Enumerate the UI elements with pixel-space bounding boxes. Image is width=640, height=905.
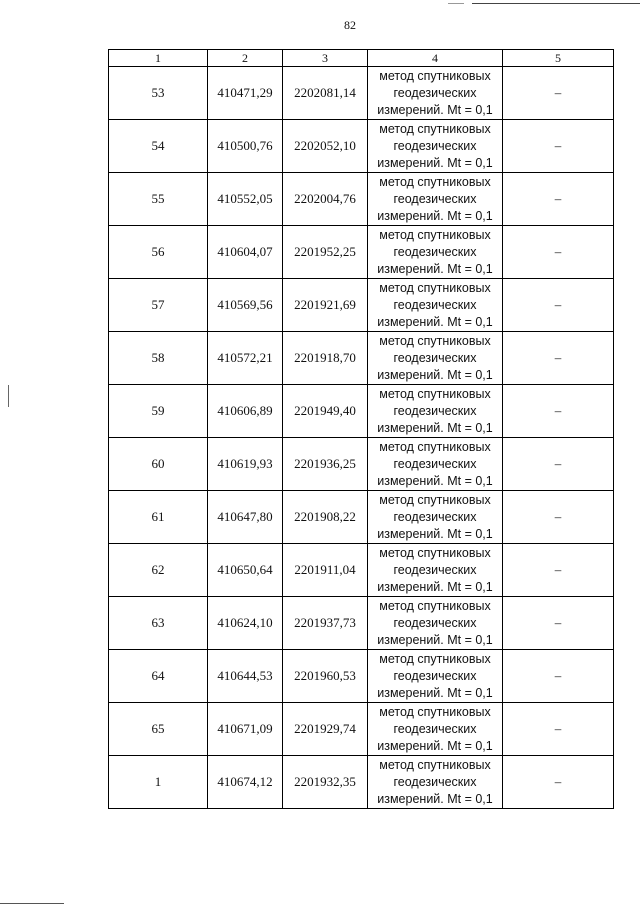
note-cell: – [503,173,614,226]
method-line: измерений. Mt = 0,1 [377,685,493,700]
method-line: геодезических [393,668,477,683]
note-cell: – [503,279,614,332]
table-row [109,544,614,597]
method-line: геодезических [393,456,477,471]
table-row [109,756,614,809]
note-cell: – [503,438,614,491]
note-cell: – [503,332,614,385]
bottom-rule [0,903,64,904]
method-line: метод спутниковых [379,545,491,560]
method-line: измерений. Mt = 0,1 [377,738,493,753]
x-coordinate-cell: 410644,53 [208,650,283,703]
method-cell [368,173,503,226]
header-cell-2: 2 [208,50,283,67]
x-coordinate-cell: 410674,12 [208,756,283,809]
table-row [109,703,614,756]
method-line: метод спутниковых [379,598,491,613]
method-line: геодезических [393,721,477,736]
method-cell [368,226,503,279]
method-line: геодезических [393,562,477,577]
y-coordinate-cell: 2201932,35 [283,756,368,809]
point-number-cell: 1 [109,756,208,809]
x-coordinate-cell: 410647,80 [208,491,283,544]
header-cell-1: 1 [109,50,208,67]
top-rule-short [448,3,464,4]
method-line: измерений. Mt = 0,1 [377,155,493,170]
header-cell-4: 4 [368,50,503,67]
point-number-cell: 62 [109,544,208,597]
method-line: метод спутниковых [379,333,491,348]
method-line: измерений. Mt = 0,1 [377,102,493,117]
method-line: геодезических [393,297,477,312]
note-cell: – [503,67,614,120]
method-line: измерений. Mt = 0,1 [377,632,493,647]
note-cell: – [503,703,614,756]
method-line: метод спутниковых [379,68,491,83]
method-line: геодезических [393,509,477,524]
method-line: метод спутниковых [379,492,491,507]
margin-mark [8,385,9,407]
method-line: метод спутниковых [379,386,491,401]
x-coordinate-cell: 410606,89 [208,385,283,438]
point-number-cell: 61 [109,491,208,544]
method-line: геодезических [393,350,477,365]
method-cell [368,597,503,650]
method-cell [368,438,503,491]
note-cell: – [503,226,614,279]
table-row [109,279,614,332]
y-coordinate-cell: 2202004,76 [283,173,368,226]
y-coordinate-cell: 2201936,25 [283,438,368,491]
method-line: геодезических [393,138,477,153]
method-line: геодезических [393,774,477,789]
table-header-row [109,50,614,67]
method-line: измерений. Mt = 0,1 [377,367,493,382]
y-coordinate-cell: 2201937,73 [283,597,368,650]
method-cell [368,279,503,332]
table-row [109,491,614,544]
y-coordinate-cell: 2201949,40 [283,385,368,438]
x-coordinate-cell: 410500,76 [208,120,283,173]
method-line: метод спутниковых [379,439,491,454]
y-coordinate-cell: 2201908,22 [283,491,368,544]
table-row [109,120,614,173]
x-coordinate-cell: 410624,10 [208,597,283,650]
note-cell: – [503,385,614,438]
x-coordinate-cell: 410569,56 [208,279,283,332]
method-cell [368,491,503,544]
note-cell: – [503,491,614,544]
x-coordinate-cell: 410471,29 [208,67,283,120]
method-line: метод спутниковых [379,174,491,189]
method-line: геодезических [393,615,477,630]
y-coordinate-cell: 2201918,70 [283,332,368,385]
x-coordinate-cell: 410604,07 [208,226,283,279]
table-row [109,438,614,491]
method-cell [368,703,503,756]
method-line: геодезических [393,244,477,259]
method-line: метод спутниковых [379,227,491,242]
point-number-cell: 60 [109,438,208,491]
method-line: измерений. Mt = 0,1 [377,526,493,541]
x-coordinate-cell: 410650,64 [208,544,283,597]
method-line: измерений. Mt = 0,1 [377,208,493,223]
y-coordinate-cell: 2201952,25 [283,226,368,279]
method-cell [368,332,503,385]
y-coordinate-cell: 2201960,53 [283,650,368,703]
point-number-cell: 53 [109,67,208,120]
x-coordinate-cell: 410619,93 [208,438,283,491]
point-number-cell: 55 [109,173,208,226]
method-cell [368,67,503,120]
table-row [109,385,614,438]
method-line: измерений. Mt = 0,1 [377,579,493,594]
method-cell [368,120,503,173]
x-coordinate-cell: 410572,21 [208,332,283,385]
method-cell [368,544,503,597]
point-number-cell: 59 [109,385,208,438]
point-number-cell: 65 [109,703,208,756]
point-number-cell: 63 [109,597,208,650]
note-cell: – [503,544,614,597]
table-row [109,226,614,279]
method-line: геодезических [393,403,477,418]
table-row [109,67,614,120]
method-line: метод спутниковых [379,651,491,666]
table-row [109,597,614,650]
table-row [109,173,614,226]
top-rule [472,3,640,4]
point-number-cell: 54 [109,120,208,173]
point-number-cell: 58 [109,332,208,385]
table-body [109,67,614,809]
x-coordinate-cell: 410552,05 [208,173,283,226]
point-number-cell: 64 [109,650,208,703]
point-number-cell: 57 [109,279,208,332]
note-cell: – [503,120,614,173]
method-cell [368,756,503,809]
method-line: метод спутниковых [379,121,491,136]
point-number-cell: 56 [109,226,208,279]
method-line: измерений. Mt = 0,1 [377,420,493,435]
table-row [109,332,614,385]
method-line: измерений. Mt = 0,1 [377,261,493,276]
method-line: метод спутниковых [379,704,491,719]
note-cell: – [503,756,614,809]
coordinates-table [108,49,614,809]
method-line: метод спутниковых [379,280,491,295]
x-coordinate-cell: 410671,09 [208,703,283,756]
method-line: метод спутниковых [379,757,491,772]
y-coordinate-cell: 2201921,69 [283,279,368,332]
note-cell: – [503,650,614,703]
y-coordinate-cell: 2201911,04 [283,544,368,597]
method-line: измерений. Mt = 0,1 [377,314,493,329]
y-coordinate-cell: 2202081,14 [283,67,368,120]
method-line: измерений. Mt = 0,1 [377,473,493,488]
method-line: геодезических [393,191,477,206]
page-number: 82 [344,18,356,32]
method-line: измерений. Mt = 0,1 [377,791,493,806]
header-cell-3: 3 [283,50,368,67]
method-line: геодезических [393,85,477,100]
method-cell [368,650,503,703]
note-cell: – [503,597,614,650]
method-cell [368,385,503,438]
table-row [109,650,614,703]
y-coordinate-cell: 2202052,10 [283,120,368,173]
y-coordinate-cell: 2201929,74 [283,703,368,756]
header-cell-5: 5 [503,50,614,67]
